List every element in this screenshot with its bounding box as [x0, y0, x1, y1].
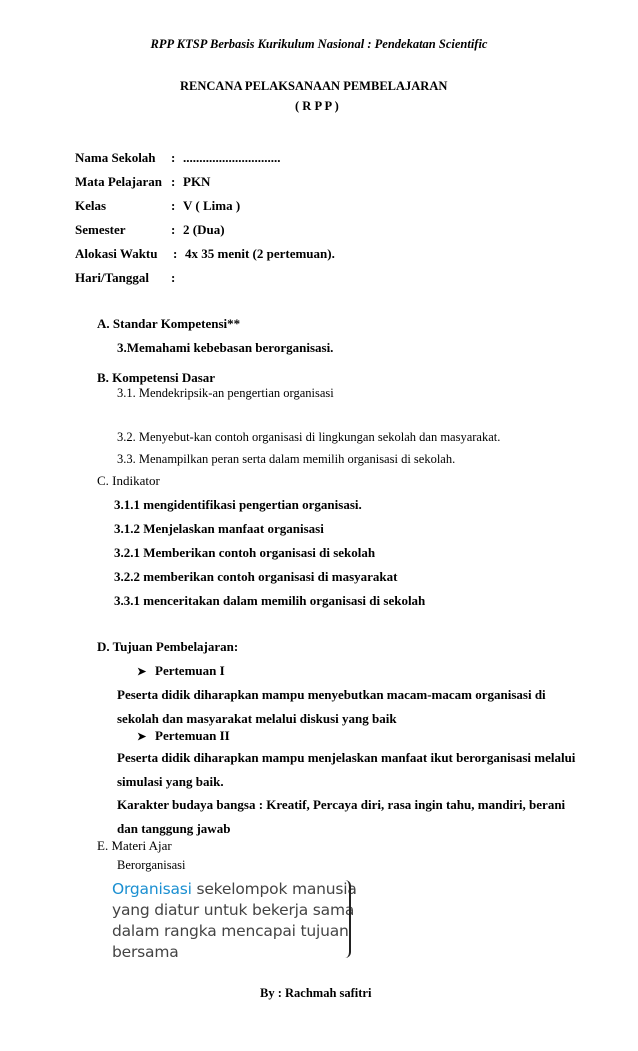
- document-subtitle: ( R P P ): [295, 99, 339, 113]
- identity-value: 2 (Dua): [183, 222, 225, 237]
- section-a-title: A. Standar Kompetensi**: [97, 316, 241, 331]
- identity-colon: :: [171, 270, 176, 285]
- identity-colon: :: [173, 246, 178, 261]
- section-b-title: B. Kompetensi Dasar: [97, 370, 216, 385]
- identity-value: 4x 35 menit (2 pertemuan).: [185, 246, 335, 261]
- identity-label: Hari/Tanggal: [75, 270, 149, 285]
- identity-colon: :: [171, 222, 176, 237]
- meeting-2-heading: [137, 728, 230, 744]
- meeting-1-heading: [137, 663, 225, 679]
- meeting-2-text: simulasi yang baik.: [117, 774, 224, 789]
- section-e-title: E. Materi Ajar: [97, 838, 172, 853]
- identity-label: Kelas: [75, 198, 107, 213]
- document-title: RENCANA PELAKSANAAN PEMBELAJARAN: [180, 79, 448, 93]
- definition-line: dalam rangka mencapai tujuan: [112, 922, 349, 940]
- definition-line: bersama: [112, 943, 179, 961]
- section-b-item: 3.2. Menyebut-kan contoh organisasi di lingkungan sekolah dan masyarakat.: [117, 430, 501, 444]
- section-b-item: 3.3. Menampilkan peran serta dalam memilih organisasi di sekolah.: [117, 452, 456, 466]
- identity-value: ..............................: [183, 150, 281, 165]
- arrow-bullet-icon: ➤: [137, 731, 147, 743]
- meeting-1-text: sekolah dan masyarakat melalui diskusi yang baik: [117, 711, 397, 726]
- identity-colon: :: [171, 174, 176, 189]
- identity-label: Alokasi Waktu: [75, 246, 158, 261]
- section-a-item: 3.Memahami kebebasan berorganisasi.: [117, 340, 334, 355]
- identity-label: Mata Pelajaran: [75, 174, 163, 189]
- definition-keyword: Organisasi: [112, 880, 192, 898]
- page-header: RPP KTSP Berbasis Kurikulum Nasional : Pendekatan Scientific: [150, 37, 488, 51]
- identity-label: Semester: [75, 222, 126, 237]
- character-text: Karakter budaya bangsa : Kreatif, Percaya diri, rasa ingin tahu, mandiri, berani: [117, 797, 566, 812]
- section-c-item: 3.2.1 Memberikan contoh organisasi di sekolah: [114, 545, 376, 560]
- page-footer: By : Rachmah safitri: [260, 986, 372, 1000]
- meeting-1-label: Pertemuan I: [155, 663, 225, 678]
- section-c-item: 3.3.1 menceritakan dalam memilih organisasi di sekolah: [114, 593, 426, 608]
- section-e-subtitle: Berorganisasi: [117, 858, 186, 872]
- identity-colon: :: [171, 150, 176, 165]
- identity-colon: :: [171, 198, 176, 213]
- section-d-title: D. Tujuan Pembelajaran:: [97, 639, 239, 654]
- definition-line: [112, 880, 357, 898]
- bracket-decoration: [343, 880, 351, 958]
- materi-definition-image: [112, 876, 362, 966]
- section-c-item: 3.1.2 Menjelaskan manfaat organisasi: [114, 521, 324, 536]
- section-c-item: 3.2.2 memberikan contoh organisasi di masyarakat: [114, 569, 398, 584]
- section-c-title: C. Indikator: [97, 473, 160, 488]
- identity-value: V ( Lima ): [183, 198, 241, 213]
- definition-text: sekelompok manusia: [191, 880, 357, 898]
- identity-value: PKN: [183, 174, 211, 189]
- meeting-1-text: Peserta didik diharapkan mampu menyebutkan macam-macam organisasi di: [117, 687, 546, 702]
- section-c-item: 3.1.1 mengidentifikasi pengertian organisasi.: [114, 497, 362, 512]
- character-text: dan tanggung jawab: [117, 821, 231, 836]
- arrow-bullet-icon: ➤: [137, 666, 147, 678]
- meeting-2-text: Peserta didik diharapkan mampu menjelaskan manfaat ikut berorganisasi melalui: [117, 750, 576, 765]
- identity-label: Nama Sekolah: [75, 150, 156, 165]
- meeting-2-label: Pertemuan II: [155, 728, 230, 743]
- definition-line: yang diatur untuk bekerja sama: [112, 901, 355, 919]
- section-b-item: 3.1. Mendekripsik-an pengertian organisasi: [117, 386, 334, 400]
